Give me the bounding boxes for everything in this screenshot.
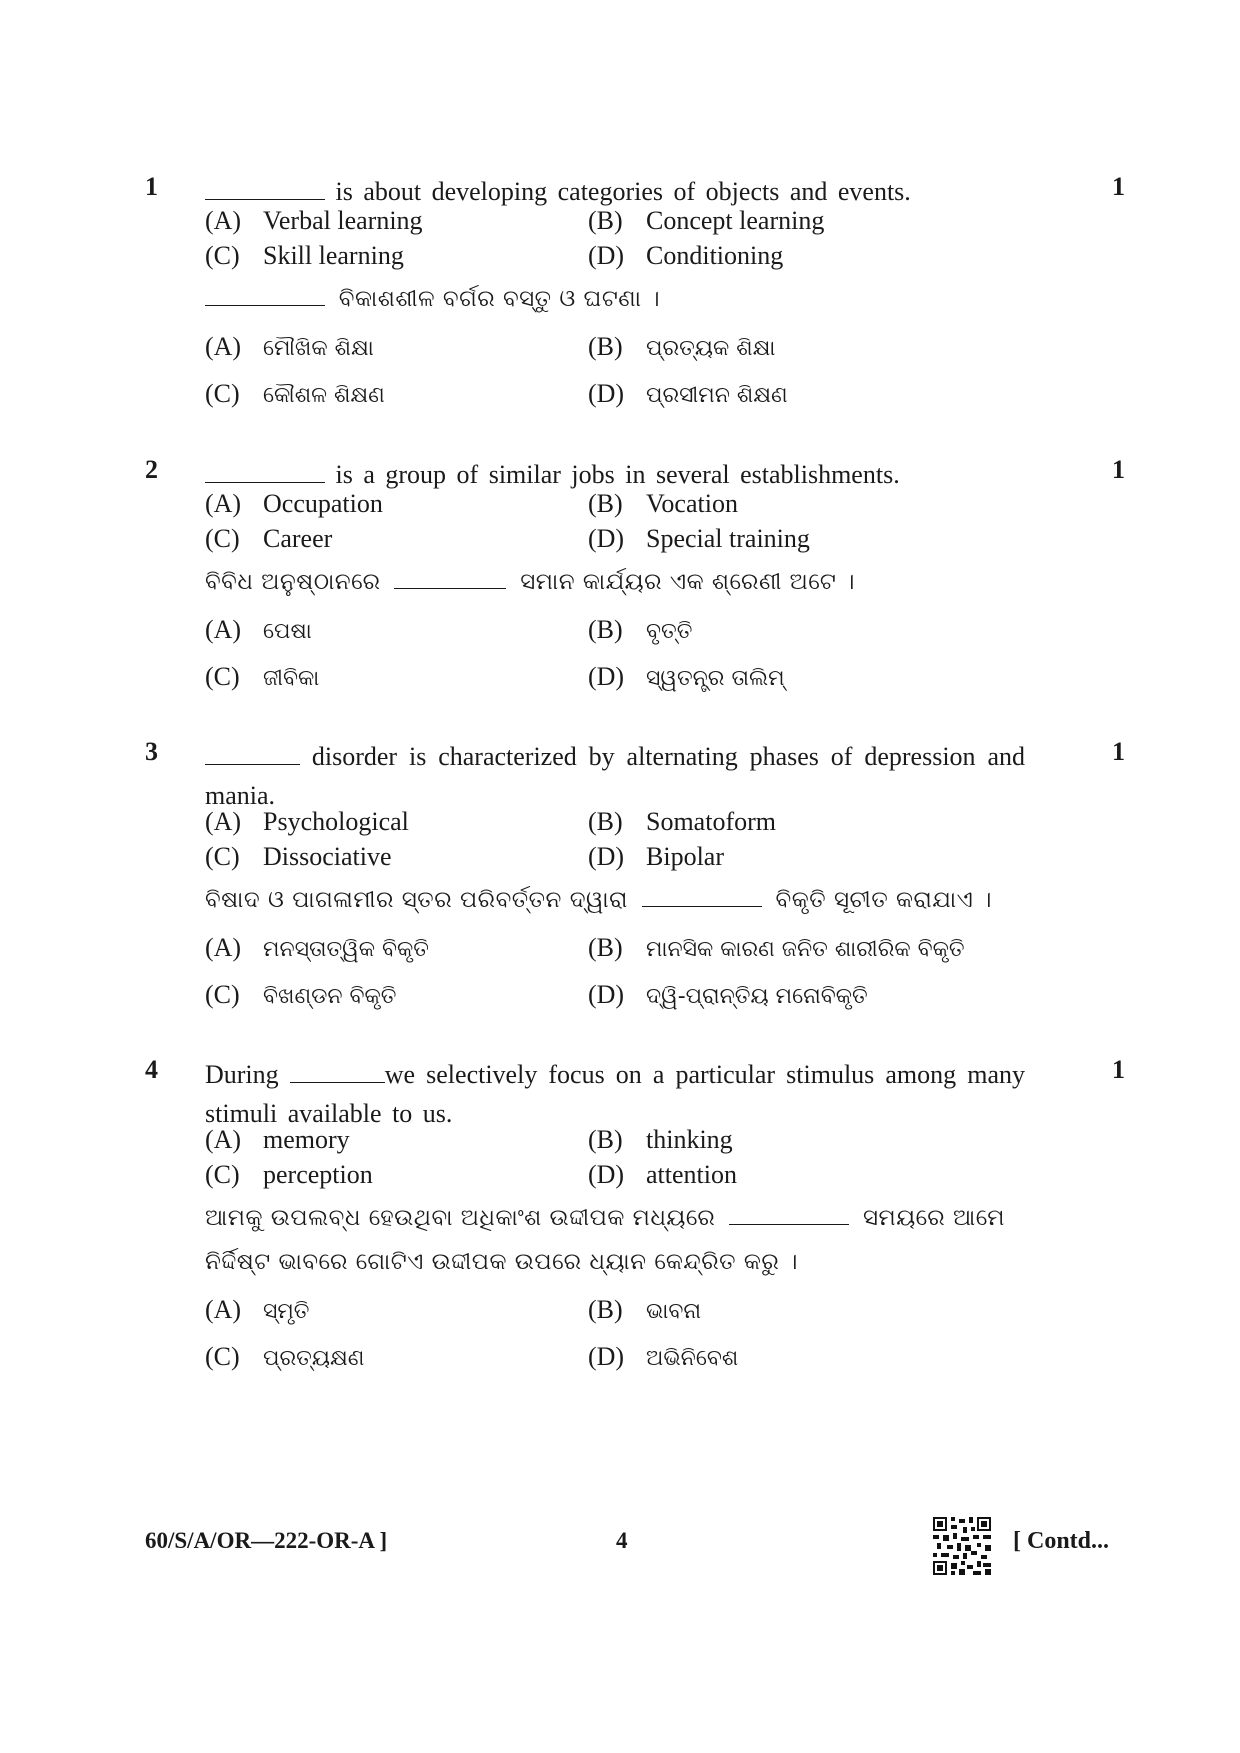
page-number: 4 xyxy=(616,1528,628,1553)
option-c: (C) Career xyxy=(205,524,333,553)
question-text: During we selectively focus on a particular stimulus among many stimuli available to us. xyxy=(205,1060,1025,1128)
answer-blank xyxy=(290,1058,385,1083)
option-a: (A) Psychological xyxy=(205,807,409,836)
odia-option-d: (D) ସ୍ୱତନ୍ତ୍ର ତାଲିମ୍ xyxy=(588,662,785,691)
answer-blank xyxy=(394,568,506,589)
odia-option-b: (B) ଭାବନା xyxy=(588,1295,702,1324)
odia-question-text: ବିଷାଦ ଓ ପାଗଳାମୀର ସ୍ତର ପରିବର୍ତ୍ତନ ଦ୍ୱାରା ବିକୃତି ସୂଚୀତ କରାଯାଏ । xyxy=(205,887,992,913)
odia-option-a: (A) ମୌଖିକ ଶିକ୍ଷା xyxy=(205,332,374,361)
odia-option-c: (C) କୌଶଳ ଶିକ୍ଷଣ xyxy=(205,379,385,408)
answer-blank xyxy=(205,285,325,306)
answer-blank xyxy=(205,458,325,483)
option-d: (D) Conditioning xyxy=(588,241,784,270)
question-number: 3 xyxy=(145,737,158,766)
odia-option-b: (B) ବୃତ୍ତି xyxy=(588,615,693,644)
odia-option-b: (B) ପ୍ରତ୍ୟକ ଶିକ୍ଷା xyxy=(588,332,776,361)
odia-option-d: (D) ଦ୍ୱି-ପ୍ରାନ୍ତିୟ ମନୋବିକୃତି xyxy=(588,980,868,1009)
option-c: (C) Skill learning xyxy=(205,241,404,270)
odia-option-a: (A) ପେଷା xyxy=(205,615,312,644)
question-number: 1 xyxy=(145,172,158,201)
option-c: (C) perception xyxy=(205,1160,373,1189)
option-b: (B) thinking xyxy=(588,1125,733,1154)
question-marks: 1 xyxy=(1112,172,1125,201)
odia-option-c: (C) ବିଖଣ୍ଡନ ବିକୃତି xyxy=(205,980,397,1009)
answer-blank xyxy=(729,1204,849,1225)
option-d: (D) Bipolar xyxy=(588,842,724,871)
question-text: is a group of similar jobs in several establishments. xyxy=(205,455,1025,494)
odia-option-a: (A) ସ୍ମୃତି xyxy=(205,1295,310,1324)
odia-option-d: (D) ପ୍ରସୀମନ ଶିକ୍ଷଣ xyxy=(588,379,788,408)
question-number: 2 xyxy=(145,455,158,484)
odia-option-d: (D) ଅଭିନିବେଶ xyxy=(588,1342,739,1371)
option-b: (B) Vocation xyxy=(588,489,738,518)
option-a: (A) Verbal learning xyxy=(205,206,423,235)
question-text: disorder is characterized by alternating phases of depression and mania. xyxy=(205,742,1025,810)
option-a: (A) Occupation xyxy=(205,489,383,518)
odia-option-a: (A) ମନସ୍ତାତ୍ୱିକ ବିକୃତି xyxy=(205,933,429,962)
odia-question-text: ଆମକୁ ଉପଲବ୍ଧ ହେଉଥିବା ଅଧିକାଂଶ ଉଦ୍ଦୀପକ ମଧ୍ୟରେ ସମୟରେ ଆମେ xyxy=(205,1205,1005,1231)
odia-option-b: (B) ମାନସିକ କାରଣ ଜନିତ ଶାରୀରିକ ବିକୃତି xyxy=(588,933,965,962)
qr-code-icon xyxy=(933,1517,991,1575)
question-marks: 1 xyxy=(1112,1055,1125,1084)
odia-option-c: (C) ପ୍ରତ୍ୟକ୍ଷଣ xyxy=(205,1342,365,1371)
odia-question-text: ବିବିଧ ଅନୁଷ୍ଠାନରେ ସମାନ କାର୍ଯ୍ୟର ଏକ ଶ୍ରେଣୀ ଅଟେ । xyxy=(205,569,855,595)
question-marks: 1 xyxy=(1112,455,1125,484)
answer-blank xyxy=(642,886,762,907)
odia-option-c: (C) ଜୀବିକା xyxy=(205,662,320,691)
odia-question-text: ବିକାଶଶୀଳ ବର୍ଗର ବସ୍ତୁ ଓ ଘଟଣା । xyxy=(205,285,660,312)
odia-question-text-line2: ନିର୍ଦ୍ଦିଷ୍ଟ ଭାବରେ ଗୋଟିଏ ଉଦ୍ଦୀପକ ଉପରେ ଧ୍ୟାନ କେନ୍ଦ୍ରିତ କରୁ । xyxy=(205,1249,798,1275)
answer-blank xyxy=(205,740,300,765)
question-marks: 1 xyxy=(1112,737,1125,766)
paper-code: 60/S/A/OR—222-OR-A ] xyxy=(145,1528,388,1553)
option-b: (B) Somatoform xyxy=(588,807,776,836)
option-c: (C) Dissociative xyxy=(205,842,392,871)
option-b: (B) Concept learning xyxy=(588,206,825,235)
option-a: (A) memory xyxy=(205,1125,350,1154)
answer-blank xyxy=(205,175,325,200)
continued-label: [ Contd... xyxy=(1013,1528,1110,1554)
question-text: is about developing categories of objects and events. xyxy=(205,172,1025,211)
question-number: 4 xyxy=(145,1055,158,1084)
option-d: (D) Special training xyxy=(588,524,810,553)
option-d: (D) attention xyxy=(588,1160,737,1189)
